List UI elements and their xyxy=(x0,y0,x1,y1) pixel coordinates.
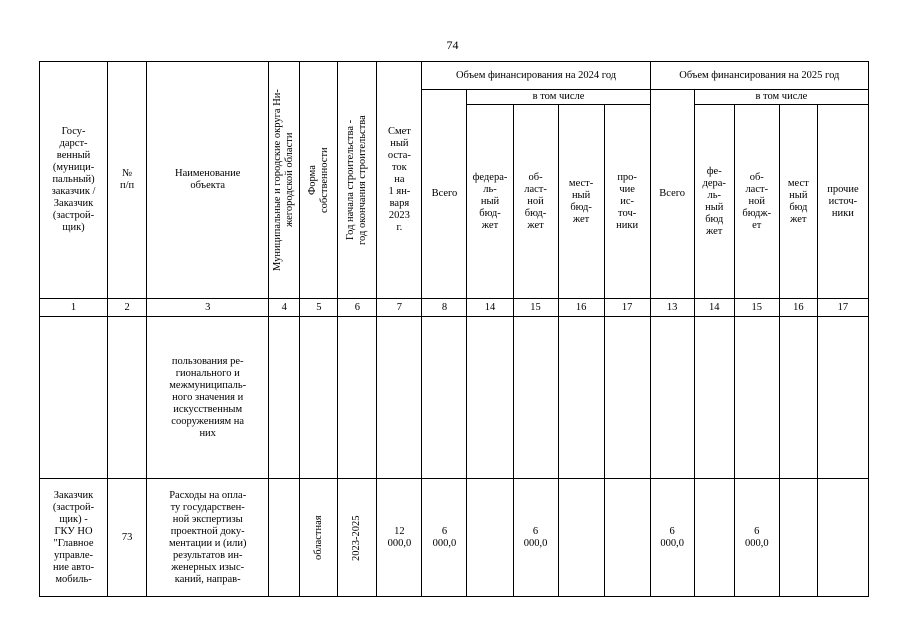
row-regional-2025: 6 000,0 xyxy=(734,479,779,597)
col-num: 6 xyxy=(338,299,377,317)
row-customer: Заказчик (застрой- щик) - ГКУ НО "Главное управле- ние авто- мобиль- xyxy=(40,479,108,597)
header-loc-2025: мест ный бюд жет xyxy=(779,105,817,299)
header-total-2024: Всего xyxy=(422,90,467,299)
col-num: 7 xyxy=(377,299,422,317)
col-num: 4 xyxy=(269,299,300,317)
col-num: 2 xyxy=(108,299,147,317)
col-num: 16 xyxy=(779,299,817,317)
col-num: 8 xyxy=(422,299,467,317)
table-row-continued xyxy=(40,317,869,479)
header-oth-2024: про- чие ис- точ- ники xyxy=(604,105,650,299)
header-municipal: Муниципальные и городские округа Ни- жегородской области xyxy=(269,62,300,299)
row-regional-2024: 6 000,0 xyxy=(513,479,558,597)
row-estimate: 12 000,0 xyxy=(377,479,422,597)
header-fed-2024: федера- ль- ный бюд- жет xyxy=(467,105,513,299)
header-ownership: Форма собственности xyxy=(300,62,338,299)
header-fin-2024: Объем финансирования на 2024 год xyxy=(422,62,650,90)
column-number-row xyxy=(40,299,869,317)
row-number: 73 xyxy=(108,479,147,597)
header-reg-2024: об- ласт- ной бюд- жет xyxy=(513,105,558,299)
header-number: № п/п xyxy=(108,62,147,299)
header-fin-2025: Объем финансирования на 2025 год xyxy=(650,62,868,90)
col-num: 13 xyxy=(650,299,694,317)
col-num: 3 xyxy=(147,299,269,317)
page-number: 74 xyxy=(446,38,459,52)
header-years: Год начала строительства - год окончания строительства xyxy=(338,62,377,299)
header-incl-2025: в том числе xyxy=(694,90,868,105)
header-loc-2024: мест- ный бюд- жет xyxy=(558,105,604,299)
header-estimate: Смет ный оста- ток на 1 ян- варя 2023 г. xyxy=(377,62,422,299)
col-num: 1 xyxy=(40,299,108,317)
row-total-2024: 6 000,0 xyxy=(422,479,467,597)
header-object-name: Наименование объекта xyxy=(147,62,269,299)
table-row-73 xyxy=(40,479,869,597)
header-reg-2025: об- ласт- ной бюдж- ет xyxy=(734,105,779,299)
col-num: 14 xyxy=(694,299,734,317)
row-ownership: областная xyxy=(300,479,338,597)
header-oth-2025: прочие источ- ники xyxy=(817,105,868,299)
object-name-continued: пользования ре- гионального и межмуниципаль- ного значения и искусственным сооружениям на них xyxy=(147,317,269,479)
header-customer: Госу- дарст- венный (муници- пальный) заказчик / Заказчик (застрой- щик) xyxy=(40,62,108,299)
col-num: 15 xyxy=(734,299,779,317)
col-num: 5 xyxy=(300,299,338,317)
col-num: 17 xyxy=(604,299,650,317)
col-num: 14 xyxy=(467,299,513,317)
row-total-2025: 6 000,0 xyxy=(650,479,694,597)
header-total-2025: Всего xyxy=(650,90,694,299)
row-years: 2023-2025 xyxy=(338,479,377,597)
col-num: 15 xyxy=(513,299,558,317)
col-num: 16 xyxy=(558,299,604,317)
col-num: 17 xyxy=(817,299,868,317)
financing-table xyxy=(39,61,869,597)
row-object-name: Расходы на опла- ту государствен- ной экспертизы проектной доку- ментации и (или) результатов ин- женерных изыс- каний, направ- xyxy=(147,479,269,597)
header-incl-2024: в том числе xyxy=(467,90,650,105)
header-fed-2025: фе- дера- ль- ный бюд жет xyxy=(694,105,734,299)
